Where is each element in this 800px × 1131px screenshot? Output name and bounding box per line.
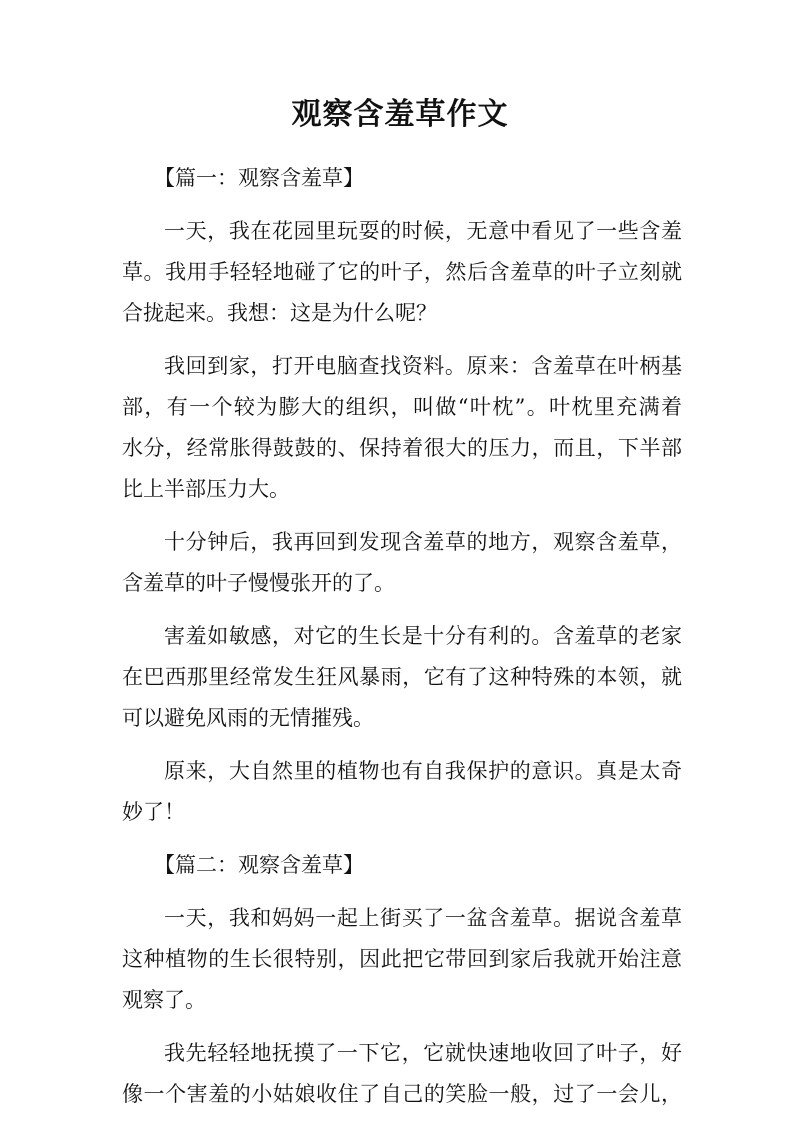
text-line: 十分钟后，我再回到发现含羞草的地方，观察含羞草， (164, 530, 682, 554)
text-line: 水分，经常胀得鼓鼓的、保持着很大的压力，而且，下半部 (122, 436, 682, 460)
paragraph (122, 211, 682, 334)
text-line: 在巴西那里经常发生狂风暴雨，它有了这种特殊的本领，就 (122, 665, 682, 689)
text-line: 草。我用手轻轻地碰了它的叶子，然后含羞草的叶子立刻就 (122, 260, 682, 284)
paragraph (122, 1033, 682, 1115)
section-heading: 【篇二：观察含羞草】 (154, 853, 364, 877)
text-line: 这种植物的生长很特别，因此把它带回到家后我就开始注意 (122, 947, 682, 971)
paragraph (122, 751, 682, 833)
paragraph (122, 346, 682, 510)
text-line: 含羞草的叶子慢慢张开的了。 (122, 571, 395, 595)
paragraph (122, 522, 682, 604)
document-body (122, 158, 682, 1127)
document-title: 观察含羞草作文 (291, 97, 509, 132)
text-line: 妙了！ (122, 800, 185, 824)
text-line: 原来，大自然里的植物也有自我保护的意识。真是太奇 (164, 759, 682, 783)
text-line: 一天，我在花园里玩耍的时候，无意中看见了一些含羞 (164, 219, 682, 243)
text-line: 部，有一个较为膨大的组织，叫做“叶枕”。叶枕里充满着 (122, 395, 682, 419)
text-line: 我先轻轻地抚摸了一下它，它就快速地收回了叶子，好 (164, 1041, 682, 1065)
text-line: 合拢起来。我想：这是为什么呢？ (122, 301, 437, 325)
text-line: 可以避免风雨的无情摧残。 (122, 706, 374, 730)
text-line: 观察了。 (122, 988, 206, 1012)
text-line: 害羞如敏感，对它的生长是十分有利的。含羞草的老家 (164, 624, 682, 648)
paragraph (122, 898, 682, 1021)
text-line: 比上半部压力大。 (122, 477, 290, 501)
section-heading: 【篇一：观察含羞草】 (154, 166, 364, 190)
text-line: 我回到家，打开电脑查找资料。原来：含羞草在叶柄基 (164, 354, 682, 378)
text-line: 像一个害羞的小姑娘收住了自己的笑脸一般，过了一会儿， (122, 1082, 682, 1106)
paragraph (122, 616, 682, 739)
text-line: 一天，我和妈妈一起上街买了一盆含羞草。据说含羞草 (164, 906, 682, 930)
